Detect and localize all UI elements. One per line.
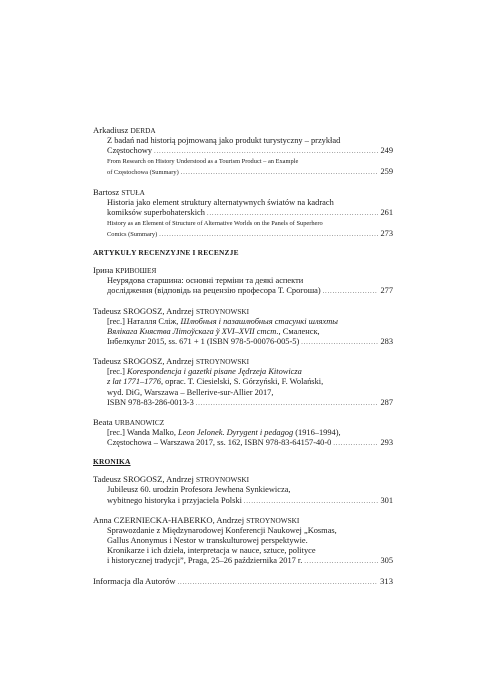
toc-page-number: 249 — [380, 146, 393, 156]
toc-entry-title: Informacja dla Autorów — [93, 575, 176, 586]
toc-line — [93, 485, 393, 495]
author-first: Anna CZERNIECKA-HABERKO, Andrzej — [93, 514, 245, 525]
toc-line-text: Jubileusz 60. urodzin Profesora Jewhena Synkiewicza, — [107, 485, 291, 495]
toc-line — [93, 167, 393, 179]
toc-page-number: 287 — [380, 397, 393, 407]
italic-title: Leon Jelonek. Dyrygent i pedagog — [178, 428, 294, 438]
author-last: STROYNOWSKI — [196, 475, 250, 485]
toc-line — [93, 146, 393, 157]
toc-author — [93, 474, 393, 485]
toc-entry[interactable] — [93, 125, 393, 179]
toc-line — [93, 398, 393, 409]
toc-line-text: History as an Element of Structure of Alternative Worlds on the Panels of Superhero — [107, 220, 323, 227]
toc-author — [93, 417, 393, 428]
toc-line-text: ISBN 978-83-286-0013-3 — [107, 397, 194, 407]
toc-line — [93, 428, 393, 438]
italic-title: Korespondencja i gazetki pisane Jędrzeja Kitowicza — [127, 367, 302, 377]
toc-author — [93, 125, 393, 136]
toc-line-text: Інбелкульт 2015, ss. 671 + 1 (ISBN 978-5-00076-005-5) — [107, 337, 300, 346]
italic-title: Шлюбныя і пазашлюбныя стасункі шляхты — [180, 316, 338, 326]
toc-line-text: komiksów superbohaterskich — [107, 207, 205, 217]
toc-entry[interactable] — [93, 187, 393, 241]
toc-group-chronicle — [93, 474, 393, 567]
section-heading-reviews: ARTYKUŁY RECENZYJNE I RECENZJE — [93, 248, 239, 258]
dot-leader — [154, 147, 378, 157]
toc-page-number: 305 — [380, 556, 393, 566]
toc-group-reviews — [93, 265, 393, 449]
author-first: Tadeusz SROGOSZ, Andrzej — [93, 356, 194, 367]
dot-leader — [159, 231, 378, 241]
toc-line — [93, 496, 393, 507]
toc-entry[interactable] — [93, 417, 393, 449]
toc-line-text: Gallus Anonymus i Nestor w transkulturowej perspektywie. — [107, 536, 308, 546]
toc-page-number: 293 — [380, 438, 393, 448]
toc-entry[interactable] — [93, 306, 393, 349]
text-part: [rec.] Wanda Malko, — [107, 428, 179, 438]
toc-line — [93, 536, 393, 546]
toc-group-articles — [93, 125, 393, 240]
toc-line — [93, 136, 393, 146]
toc-line-text: From Research on History Understood as a Tourism Product – an Example — [107, 158, 299, 166]
toc-line-text: Historia jako element struktury alternatywnych światów na kadrach — [107, 197, 334, 207]
toc-line-text: Częstochowa – Warszawa 2017, ss. 162, ISBN 978-83-64157-40-0 — [107, 438, 332, 448]
toc-line-text — [107, 317, 338, 326]
toc-line-text — [107, 377, 323, 386]
dot-leader — [301, 338, 378, 348]
text-part: , Смаленск, — [278, 326, 320, 336]
toc-line — [93, 388, 393, 398]
text-part: , oprac. T. Ciesielski, S. Górzyński, F. Wolański, — [160, 377, 324, 387]
author-first: Beata — [93, 417, 113, 428]
dot-leader — [304, 557, 378, 567]
italic-title: z lat 1771–1776 — [107, 377, 161, 387]
author-last: КРИВОШЕЯ — [115, 266, 157, 276]
toc-line-text — [107, 327, 320, 336]
author-last: DERDA — [130, 126, 156, 135]
toc-line — [93, 327, 393, 337]
toc-line — [93, 367, 393, 377]
toc-line-text: дослідження (відповідь на рецензію професора Т. Срогоша) — [107, 286, 321, 296]
toc-line — [93, 317, 393, 327]
table-of-contents — [93, 125, 393, 589]
toc-line — [93, 556, 393, 567]
toc-entry-author-info[interactable] — [93, 576, 393, 589]
toc-line-text — [107, 428, 341, 437]
dot-leader — [181, 169, 379, 179]
author-first: Tadeusz SROGOSZ, Andrzej — [93, 305, 194, 316]
toc-line-text: Comics (Summary) — [107, 230, 158, 238]
author-first: Bartosz — [93, 186, 120, 197]
author-last: STROYNOWSKI — [196, 306, 250, 316]
toc-line — [93, 438, 393, 449]
author-last: STUŁA — [121, 187, 145, 197]
toc-entry[interactable] — [93, 265, 393, 297]
toc-line — [93, 546, 393, 556]
dot-leader — [178, 578, 379, 589]
toc-author — [93, 356, 393, 367]
toc-line — [93, 286, 393, 297]
toc-entry[interactable] — [93, 515, 393, 568]
toc-entry[interactable] — [93, 474, 393, 506]
toc-line — [93, 157, 393, 167]
toc-author — [93, 187, 393, 198]
toc-line-text: of Częstochowa (Summary) — [107, 169, 179, 176]
italic-title: Вялікага Княства Літоўскага ў XVI–XVII стст. — [107, 326, 279, 336]
toc-line-text: wyd. DiG, Warszawa – Bellerive-sur-Allier 2017, — [107, 387, 274, 397]
toc-line-text: i historycznej tradycji”, Praga, 25–26 października 2017 r. — [107, 556, 303, 566]
toc-page-number: 273 — [380, 228, 393, 238]
toc-line — [93, 229, 393, 241]
dot-leader — [323, 287, 379, 297]
toc-line-text: Częstochowy — [107, 146, 153, 156]
toc-author — [93, 515, 393, 526]
text-part: [rec.] Наталля Сліж, — [107, 316, 181, 326]
dot-leader — [333, 439, 378, 449]
toc-author — [93, 306, 393, 317]
author-last: STROYNOWSKI — [196, 357, 250, 367]
toc-line-text: Sprawozdanie z Międzynarodowej Konferencji Naukowej „Kosmas, — [107, 525, 337, 535]
dot-leader — [207, 209, 379, 219]
toc-line — [93, 377, 393, 387]
author-first: Ірина — [93, 265, 114, 276]
toc-page-number: 283 — [380, 337, 393, 346]
toc-page-number: 277 — [380, 286, 393, 296]
dot-leader — [196, 399, 379, 409]
toc-line-text: Kronikarze i ich dzieła, interpretacja w nauce, sztuce, polityce — [107, 546, 316, 556]
toc-line — [93, 526, 393, 536]
toc-line — [93, 219, 393, 229]
toc-line-text — [107, 367, 302, 376]
toc-page-number: 261 — [380, 207, 393, 217]
toc-page-number: 313 — [380, 575, 393, 586]
toc-entry[interactable] — [93, 356, 393, 409]
author-last: URBANOWICZ — [114, 418, 165, 428]
toc-line — [93, 337, 393, 348]
toc-line-text: Неурядова старшина: основні терміни та деякі аспекти — [107, 276, 304, 286]
text-part: (1916–1994), — [293, 428, 341, 438]
toc-line — [93, 276, 393, 286]
toc-line-text: Z badań nad historią pojmowaną jako produkt turystyczny – przykład — [107, 136, 341, 145]
author-last: STROYNOWSKI — [246, 515, 300, 525]
author-first: Arkadiusz — [93, 125, 129, 135]
section-heading-chronicle: KRONIKA — [93, 457, 131, 467]
toc-page-number: 301 — [380, 495, 393, 505]
toc-page-number: 259 — [380, 167, 393, 176]
text-part: [rec.] — [107, 367, 127, 377]
toc-author — [93, 265, 393, 276]
toc-line — [93, 208, 393, 219]
author-first: Tadeusz SROGOSZ, Andrzej — [93, 474, 194, 485]
dot-leader — [244, 497, 379, 507]
toc-line — [93, 198, 393, 208]
toc-line-text: wybitnego historyka i przyjaciela Polski — [107, 495, 242, 505]
